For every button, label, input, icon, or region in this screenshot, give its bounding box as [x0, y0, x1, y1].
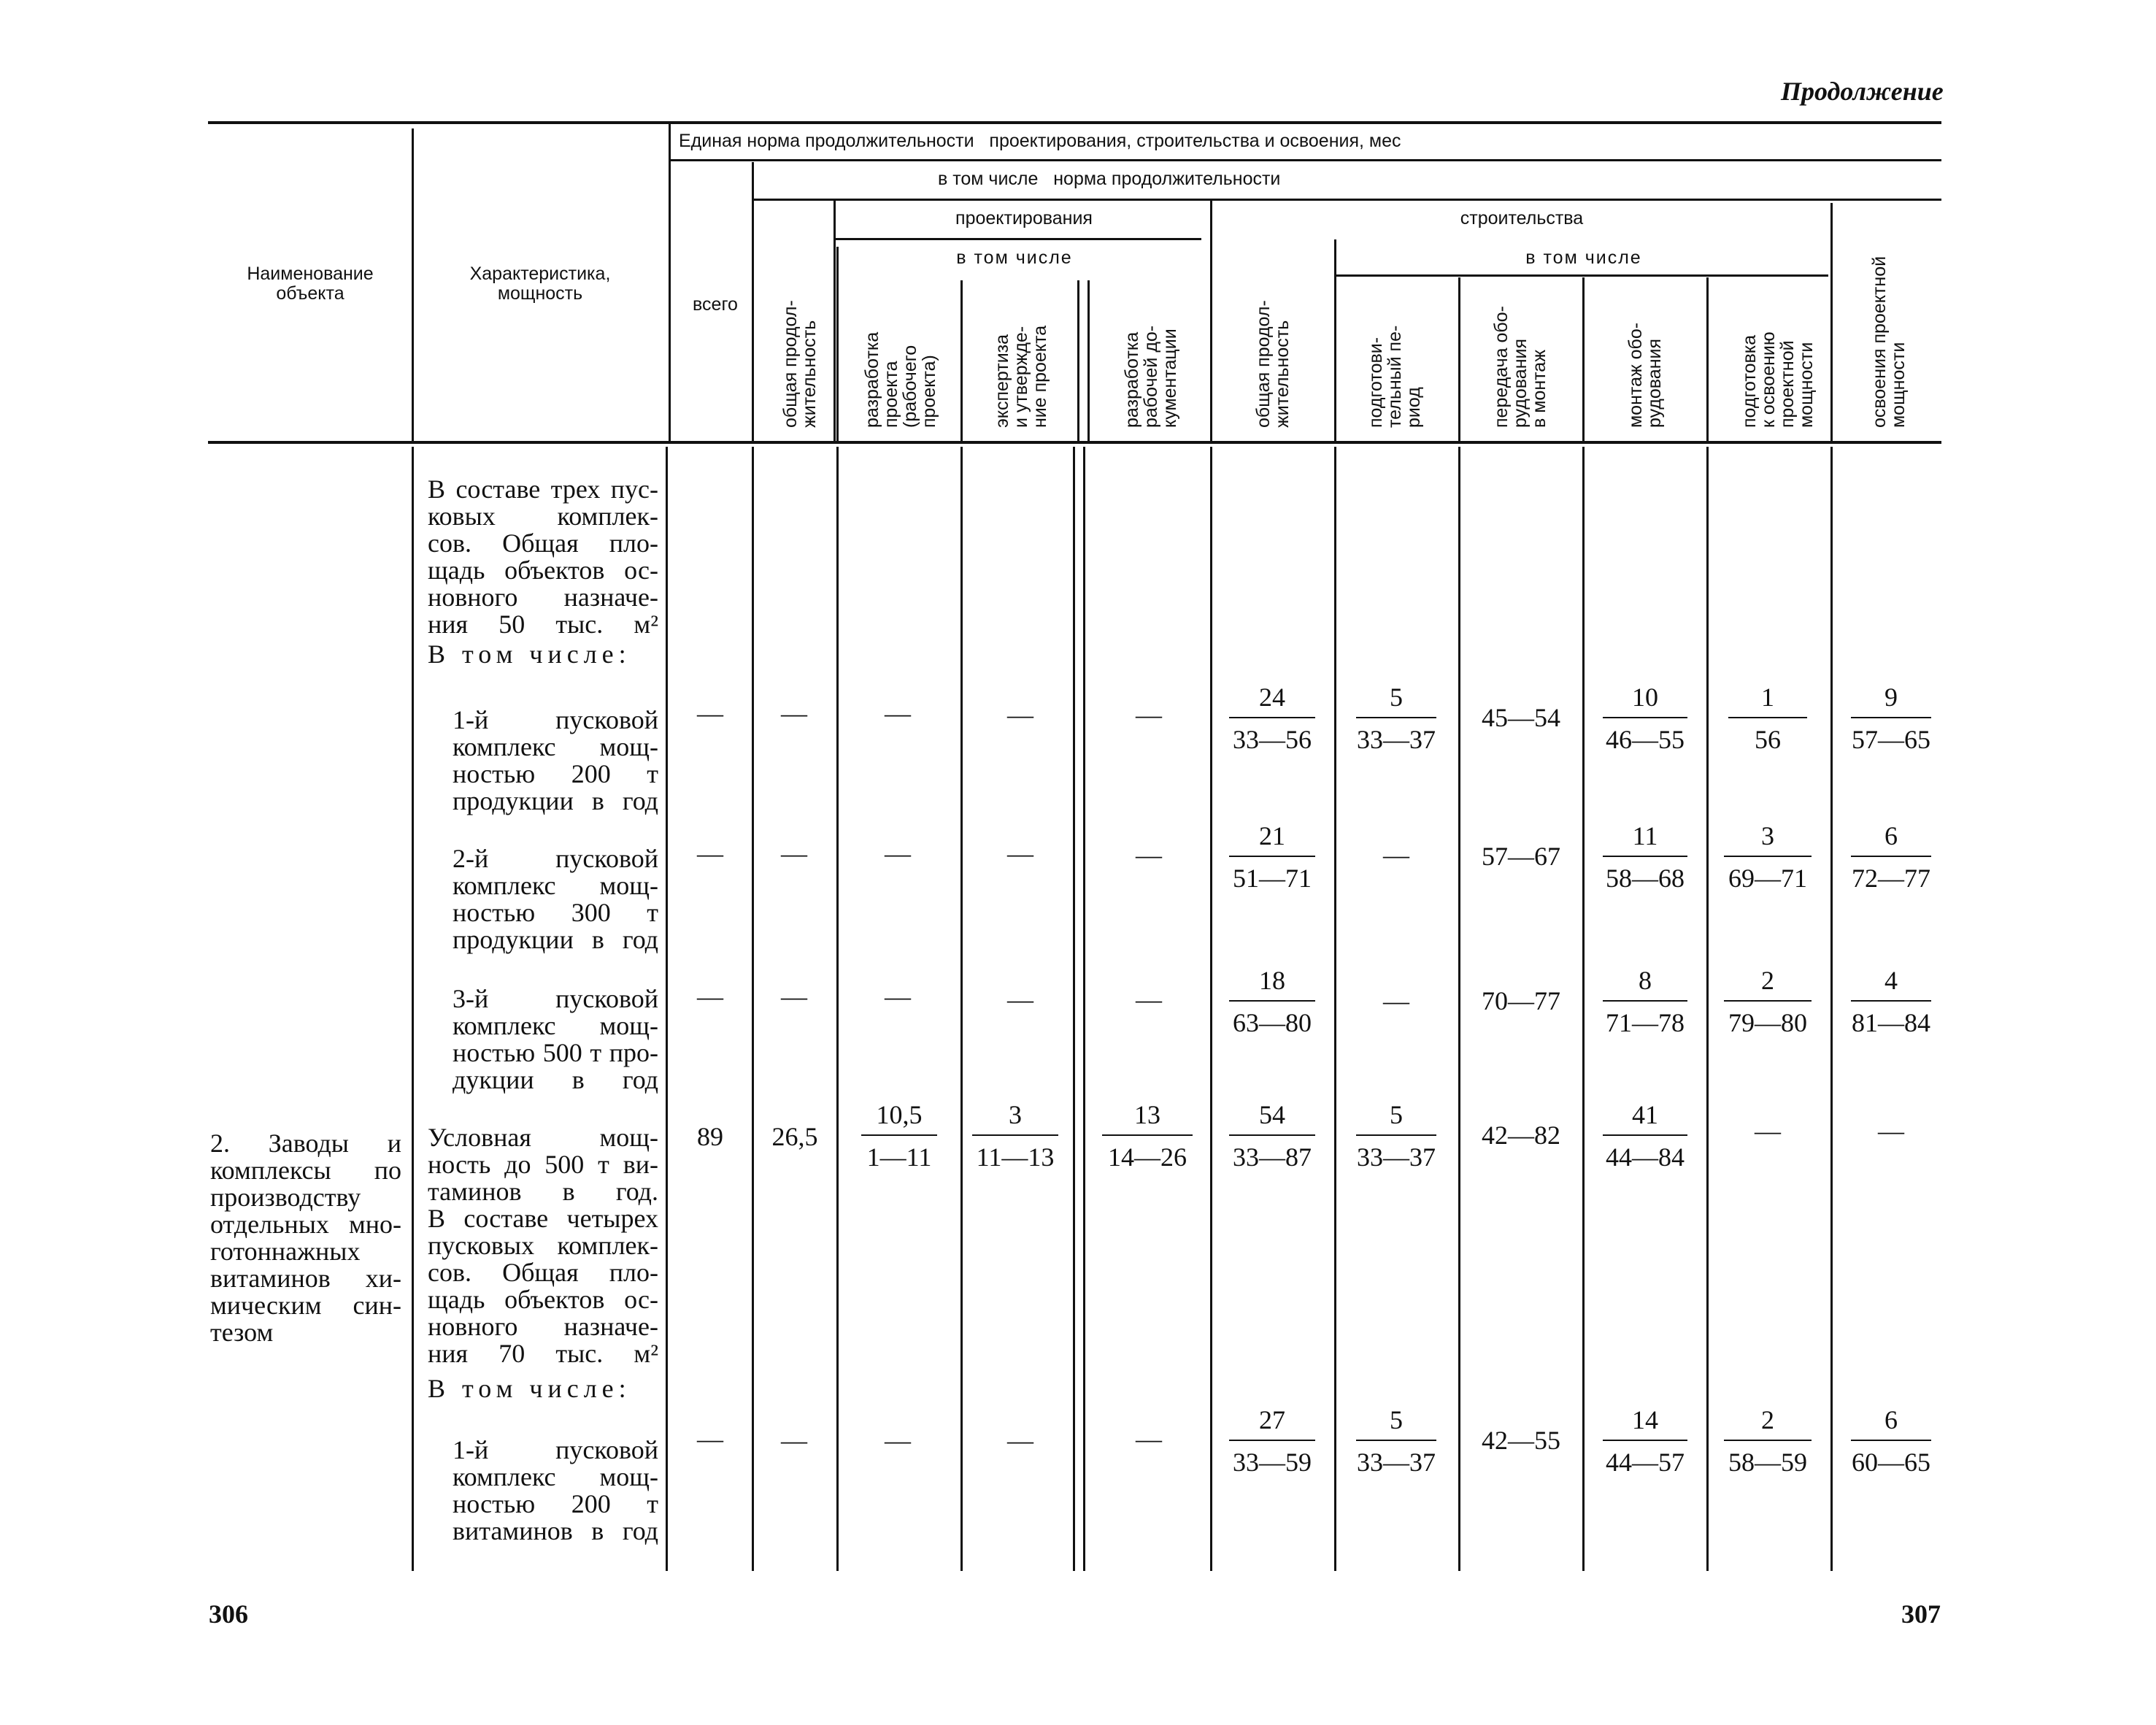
- fraction-cell: 4 81—84: [1852, 966, 1930, 1037]
- rule-under-unified: [670, 159, 1941, 161]
- dash: —: [1136, 840, 1162, 869]
- fraction-cell: 9 57—65: [1852, 683, 1930, 754]
- header-total: всего: [693, 294, 738, 315]
- dash: —: [697, 839, 723, 868]
- row4-characteristic: 1-й пусковой комплекс мощ- ностью 200 т витаминов в год: [453, 1435, 658, 1545]
- fraction-cell: 14 44—57: [1603, 1405, 1687, 1478]
- fraction-cell: 10 46—55: [1603, 682, 1687, 755]
- dash: —: [1136, 1424, 1162, 1453]
- dash: —: [1136, 700, 1162, 729]
- dash: —: [1007, 839, 1033, 868]
- dash: —: [1007, 700, 1033, 729]
- rule-under-incl: [753, 199, 1941, 201]
- header-design-exp: экспертиза и утвержде- ние проекта: [992, 325, 1050, 428]
- incl-label-1: В том числе:: [428, 639, 631, 669]
- dash: —: [885, 982, 911, 1011]
- fraction-cell: 11 58—68: [1603, 821, 1687, 894]
- fraction-cell: 6 60—65: [1852, 1405, 1930, 1477]
- fraction-cell: 21 51—71: [1229, 821, 1315, 894]
- row3-characteristic: 3-й пусковой комплекс мощ- ностью 500 т про- дукции в год: [453, 984, 658, 1094]
- fraction-cell: 1 56: [1728, 682, 1807, 755]
- dash: —: [781, 699, 807, 728]
- value-cell: 42—55: [1482, 1426, 1560, 1455]
- row1-characteristic: 1-й пусковой комплекс мощ- ностью 200 т продукции в год: [453, 705, 658, 815]
- header-constr-prep: подготови- тельный пе- риод: [1366, 325, 1424, 428]
- value-cell: —: [1755, 1116, 1781, 1145]
- header-design-incl: в том числе: [956, 247, 1073, 268]
- dash: —: [885, 1426, 911, 1455]
- value-cell: 57—67: [1482, 842, 1560, 871]
- rule-under-design-incl: [835, 238, 1201, 240]
- value-cell: —: [1383, 986, 1409, 1015]
- fraction-cell: 3 69—71: [1724, 821, 1812, 894]
- header-mastery: освоения проектной мощности: [1869, 256, 1909, 428]
- fraction-cell: 3 11—13: [972, 1099, 1058, 1172]
- dash: —: [885, 839, 911, 868]
- header-incl-norm: в том числе норма продолжительности: [938, 169, 1281, 189]
- fraction-cell: 5 33—37: [1357, 1100, 1436, 1172]
- header-construction: строительства: [1460, 208, 1584, 228]
- fraction-cell: 41 44—84: [1603, 1099, 1687, 1172]
- dash: —: [885, 699, 911, 728]
- value-cell: 26,5: [771, 1122, 818, 1151]
- value-cell: —: [1878, 1116, 1904, 1145]
- fraction-cell: 2 79—80: [1724, 965, 1812, 1038]
- header-design-total: общая продол- жительность: [780, 300, 820, 428]
- header-design-dev: разработка проекта (рабочего проекта): [862, 331, 939, 428]
- value-cell: 70—77: [1482, 986, 1560, 1015]
- dash: —: [1007, 985, 1033, 1014]
- value-cell: 89: [697, 1122, 723, 1151]
- continuation-label: Продолжение: [1781, 77, 1944, 106]
- value-cell: 45—54: [1482, 703, 1560, 732]
- fraction-cell: 8 71—78: [1603, 965, 1687, 1038]
- dash: —: [697, 1424, 723, 1453]
- fraction-cell: 18 63—80: [1229, 965, 1315, 1038]
- header-design-work: разработка рабочей до- кументации: [1122, 325, 1180, 428]
- page-number-left: 306: [209, 1599, 248, 1629]
- fraction-cell: 6 72—77: [1852, 821, 1930, 893]
- value-cell: —: [1383, 840, 1409, 869]
- dash: —: [1136, 985, 1162, 1014]
- fraction-cell: 10,5 1—11: [861, 1099, 937, 1172]
- dash: —: [781, 982, 807, 1011]
- intro-text-1: В составе трех пус- ковых комплек- сов. Общая пло- щадь объектов ос- новного назначе- ния 50 тыс. м²: [428, 475, 658, 639]
- fraction-cell: 54 33—87: [1229, 1099, 1315, 1172]
- p2-object-name: 2. Заводы и комплексы по производству отдельных мно- готоннажных витаминов хи- мическим син- тезом: [210, 1129, 401, 1347]
- p2-characteristic: Условная мощ- ность до 500 т ви- таминов в год. В составе четырех пусковых комплек- сов. Общая пло- щадь объектов ос- новного назначе- ния 70 тыс. м²: [428, 1123, 658, 1368]
- dash: —: [781, 839, 807, 868]
- dash: —: [697, 982, 723, 1011]
- value-cell: 42—82: [1482, 1121, 1560, 1150]
- page-number-right: 307: [1901, 1599, 1941, 1629]
- header-constr-ready: подготовка к освоению проектной мощности: [1739, 331, 1817, 428]
- rule-under-constr-incl: [1336, 274, 1828, 277]
- header-characteristic: Характеристика, мощность: [469, 264, 611, 304]
- fraction-cell: 2 58—59: [1724, 1405, 1812, 1478]
- header-bottom-rule: [208, 441, 1941, 444]
- fraction-cell: 24 33—56: [1229, 682, 1315, 755]
- dash: —: [697, 699, 723, 728]
- fraction-cell: 13 14—26: [1102, 1099, 1193, 1172]
- fraction-cell: 5 33—37: [1357, 683, 1436, 754]
- header-constr-transfer: передача обо- рудования в монтаж: [1491, 306, 1549, 428]
- header-design: проектирования: [955, 208, 1093, 228]
- fraction-cell: 27 33—59: [1229, 1405, 1315, 1478]
- header-constr-mount: монтаж обо- рудования: [1625, 322, 1665, 428]
- header-object-name: Наименование объекта: [247, 264, 374, 304]
- dash: —: [781, 1426, 807, 1455]
- header-constr-total: общая продол- жительность: [1253, 300, 1293, 428]
- fraction-cell: 5 33—37: [1357, 1405, 1436, 1477]
- incl-label-2: В том числе:: [428, 1374, 631, 1403]
- row2-characteristic: 2-й пусковой комплекс мощ- ностью 300 т продукции в год: [453, 844, 658, 954]
- header-unified-norm: Единая норма продолжительности проектирования, строительства и освоения, мес: [679, 131, 1401, 151]
- dash: —: [1007, 1426, 1033, 1455]
- header-construction-incl: в том числе: [1525, 247, 1642, 268]
- table-top-rule: [208, 121, 1941, 124]
